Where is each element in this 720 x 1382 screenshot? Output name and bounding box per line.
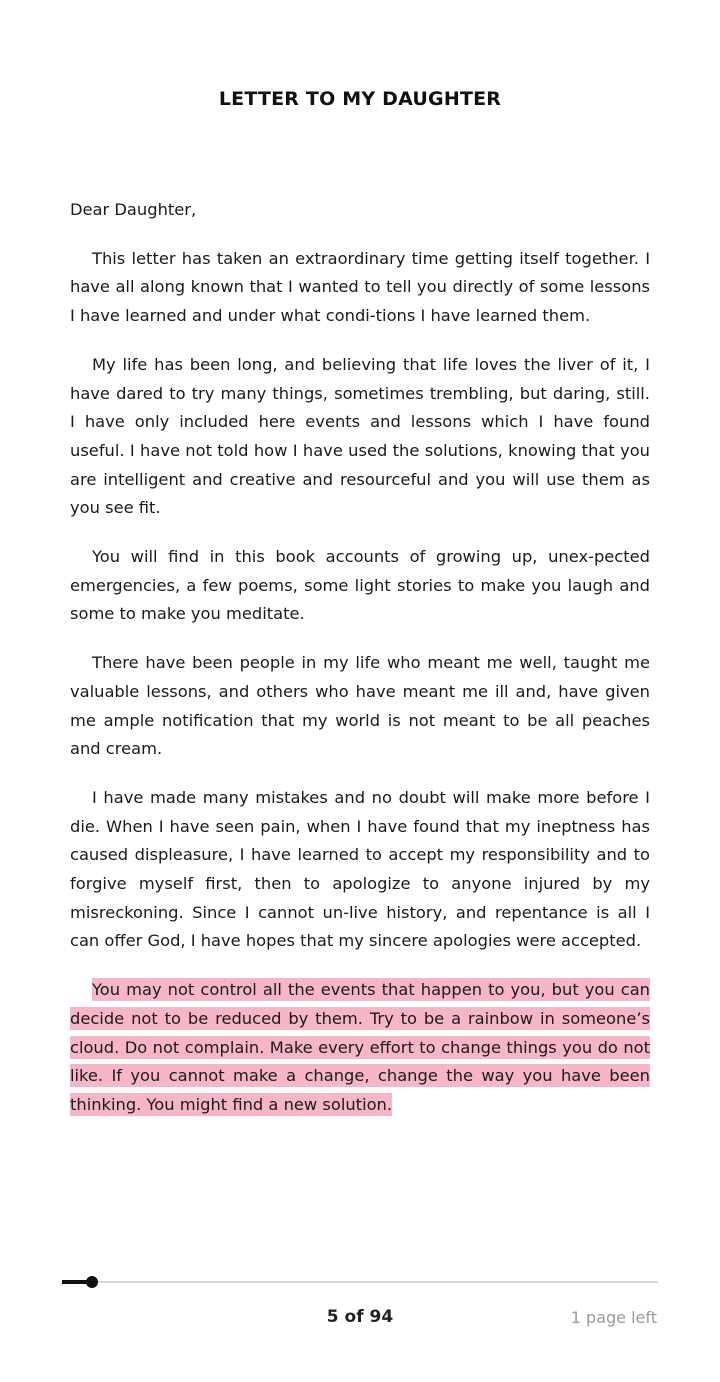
letter-body[interactable] — [70, 196, 650, 1140]
paragraph-1[interactable]: This letter has taken an extraordinary time getting itself together. I have all along known that I wanted to tell you directly of some lessons I have learned and under what condi-tions I have learned them. — [70, 248, 650, 326]
paragraph-5[interactable]: I have made many mistakes and no doubt will make more before I die. When I have seen pain, when I have found that my ineptness has caused displeasure, I have learned to accept my responsibility and to forgive myself first, then to apologize to anyone injured by my misreckoning. Since I cannot un-live history, and repentance is all I can offer God, I have hopes that my sincere apologies were accepted. — [70, 787, 650, 951]
progress-track[interactable] — [62, 1281, 658, 1283]
chapter-title: LETTER TO MY DAUGHTER — [218, 88, 502, 110]
progress-slider[interactable] — [62, 1276, 658, 1288]
paragraph-3[interactable]: You will find in this book accounts of growing up, unex-pected emergencies, a few poems, some light stories to make you laugh and some to make you meditate. — [70, 547, 650, 624]
highlighted-paragraph[interactable] — [70, 976, 650, 1120]
page-indicator: 5 of 94 — [326, 1307, 394, 1327]
progress-thumb[interactable] — [86, 1276, 98, 1288]
highlight[interactable]: You may not control all the events that happen to you, but you can decide not to be reduced by them. Try to be a rainbow in someone’s cloud. Do not complain. Make every effort to change things you do not like. If you cannot make a change, change the way you have been thinking. You might find a new solution. — [70, 980, 650, 1114]
salutation: Dear Daughter, — [70, 200, 197, 219]
pages-left-label: 1 page left — [570, 1308, 657, 1327]
paragraph-2[interactable]: My life has been long, and believing that life loves the liver of it, I have dared to try many things, sometimes trembling, but daring, still. I have only included here events and lessons which I have found useful. I have not told how I have used the solutions, knowing that you are intelligent and creative and resourceful and you will use them as you see fit. — [70, 354, 650, 518]
paragraph-4[interactable]: There have been people in my life who meant me well, taught me valuable lessons, and others who have meant me ill and, have given me ample notification that my world is not meant to be all peaches and cream. — [70, 653, 650, 759]
